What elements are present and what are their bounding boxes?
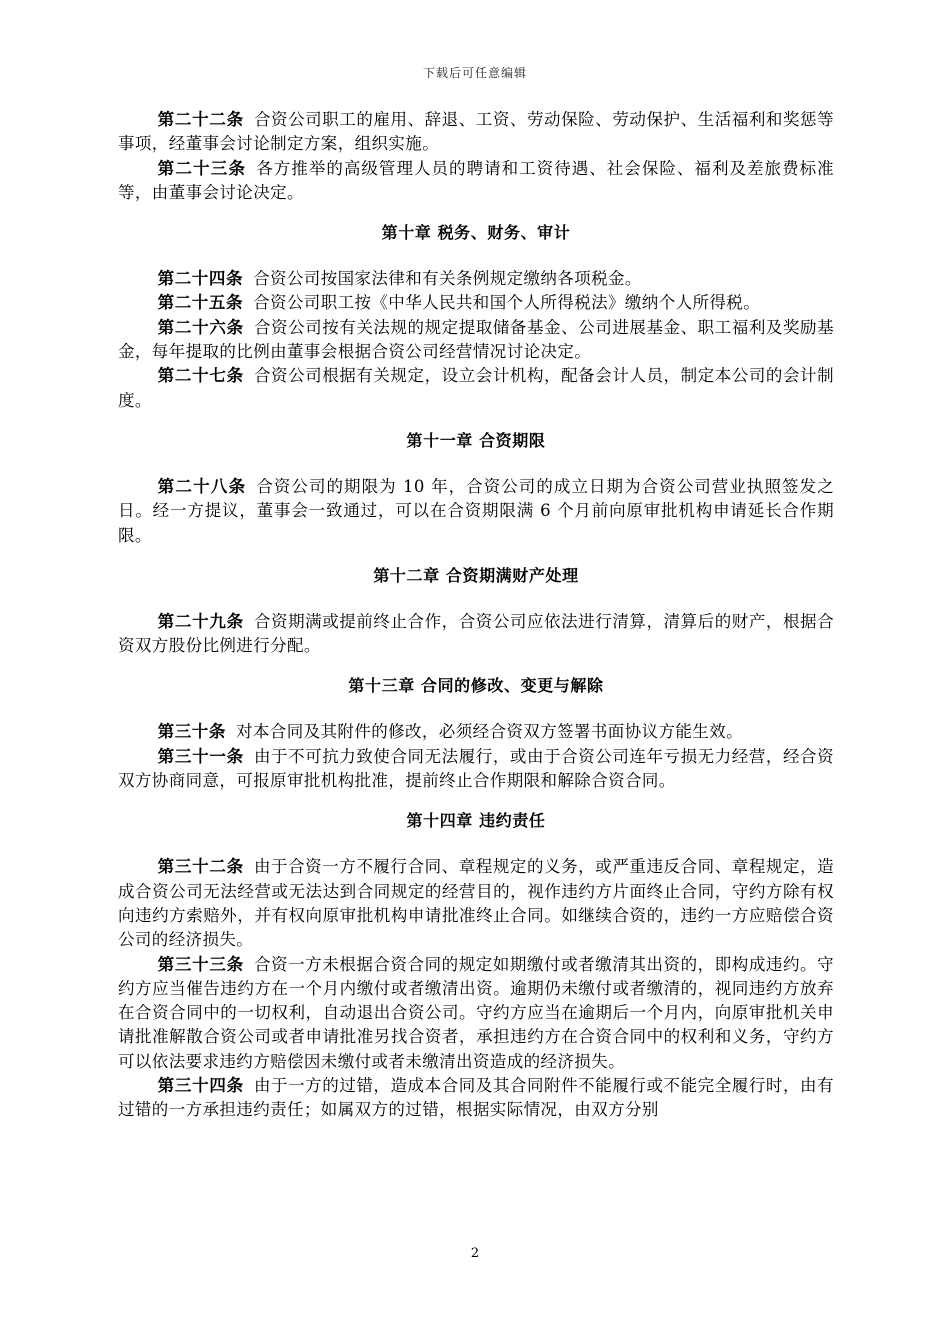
article-28 [118,475,834,548]
article-number: 第二十七条 [157,366,244,386]
article-25 [118,291,834,315]
article-text: 合资一方未根据合资合同的规定如期缴付或者缴清其出资的，即构成违约。守约方应当催告违约方在一个月内缴付或者缴清出资。逾期仍未缴付或者缴清的，视同违约方放弃在合资合同中的一切权利，自动退出合资公司。守约方应当在逾期后一个月内，向原审批机关申请批准解散合资公司或者申请批准另找合资者，承担违约方在合资合同中的权利和义务，守约方可以依法要求违约方赔偿因未缴付或者未缴清出资造成的经济损失。 [118,954,835,1071]
article-27 [118,364,834,413]
article-26 [118,316,834,365]
article-number: 第二十四条 [157,269,244,289]
article-text: 合资公司职工的雇用、辞退、工资、劳动保险、劳动保护、生活福利和奖惩等事项，经董事会讨论制定方案，组织实施。 [118,110,835,154]
article-number: 第三十一条 [157,746,244,766]
article-number: 第三十四条 [157,1076,244,1096]
article-text: 合资公司按有关法规的规定提取储备基金、公司进展基金、职工福利及奖励基金，每年提取的比例由董事会根据合资公司经营情况讨论决定。 [118,317,835,362]
chapter-14-heading: 第十四章 违约责任 [406,811,546,831]
article-text: 各方推举的高级管理人员的聘请和工资待遇、社会保险、福利及差旅费标准等，由董事会讨论决定。 [118,158,835,202]
article-number: 第二十二条 [157,110,244,129]
article-number: 第三十条 [157,722,226,742]
article-number: 第二十八条 [157,476,247,496]
page-header: 下载后可任意编辑 [422,66,527,80]
chapter-11-heading: 第十一章 合资期限 [406,430,546,450]
article-32 [118,855,834,952]
article-number: 第二十六条 [157,317,244,337]
article-number: 第二十九条 [157,611,244,631]
article-text: 合资公司按国家法律和有关条例规定缴纳各项税金。 [253,269,642,289]
article-number: 第二十三条 [157,158,247,178]
article-23 [118,157,834,206]
chapter-13-heading: 第十三章 合同的修改、变更与解除 [348,676,604,696]
chapter-10-heading: 第十章 税务、财务、审计 [381,223,571,243]
document-body [118,108,834,1123]
page-number: 2 [470,1246,480,1261]
article-text: 合资公司根据有关规定，设立会计机构，配备会计人员，制定本公司的会计制度。 [118,366,835,410]
article-text: 由于合资一方不履行合同、章程规定的义务，或严重违反合同、章程规定，造成合资公司无法经营或无法达到合同规定的经营目的，视作违约方片面终止合同，守约方除有权向违约方索赔外，并有权向原审批机构申请批准终止合同。如继续合资的，违约一方应赔偿合资公司的经济损失。 [118,857,835,950]
article-30 [118,720,834,744]
article-34 [118,1074,834,1123]
article-text: 由于一方的过错，造成本合同及其合同附件不能履行或不能完全履行时，由有过错的一方承担违约责任；如属双方的过错，根据实际情况，由双方分别 [118,1076,835,1120]
article-text: 合资期满或提前终止合作，合资公司应依法进行清算，清算后的财产，根据合资双方股份比例进行分配。 [118,611,835,656]
article-31 [118,745,834,794]
chapter-12-heading: 第十二章 合资期满财产处理 [373,565,579,585]
article-text: 由于不可抗力致使合同无法履行，或由于合资公司连年亏损无力经营，经合资双方协商同意，可报原审批机构批准，提前终止合作期限和解除合资合同。 [118,746,835,791]
article-33 [118,953,834,1074]
article-text: 合资公司职工按《中华人民共和国个人所得税法》缴纳个人所得税。 [253,293,761,313]
article-number: 第二十五条 [157,293,244,313]
article-text: 对本合同及其附件的修改，必须经合资双方签署书面协议方能生效。 [236,722,743,742]
article-22 [118,108,834,157]
article-number: 第三十三条 [157,954,244,974]
article-24 [118,267,834,291]
article-text: 合资公司的期限为 10 年，合资公司的成立日期为合资公司营业执照签发之日。经一方提议，董事会一致通过，可以在合资期限满 6 个月前向原审批机构申请延长合作期限。 [118,476,834,545]
article-29 [118,610,834,659]
article-number: 第三十二条 [157,857,244,877]
